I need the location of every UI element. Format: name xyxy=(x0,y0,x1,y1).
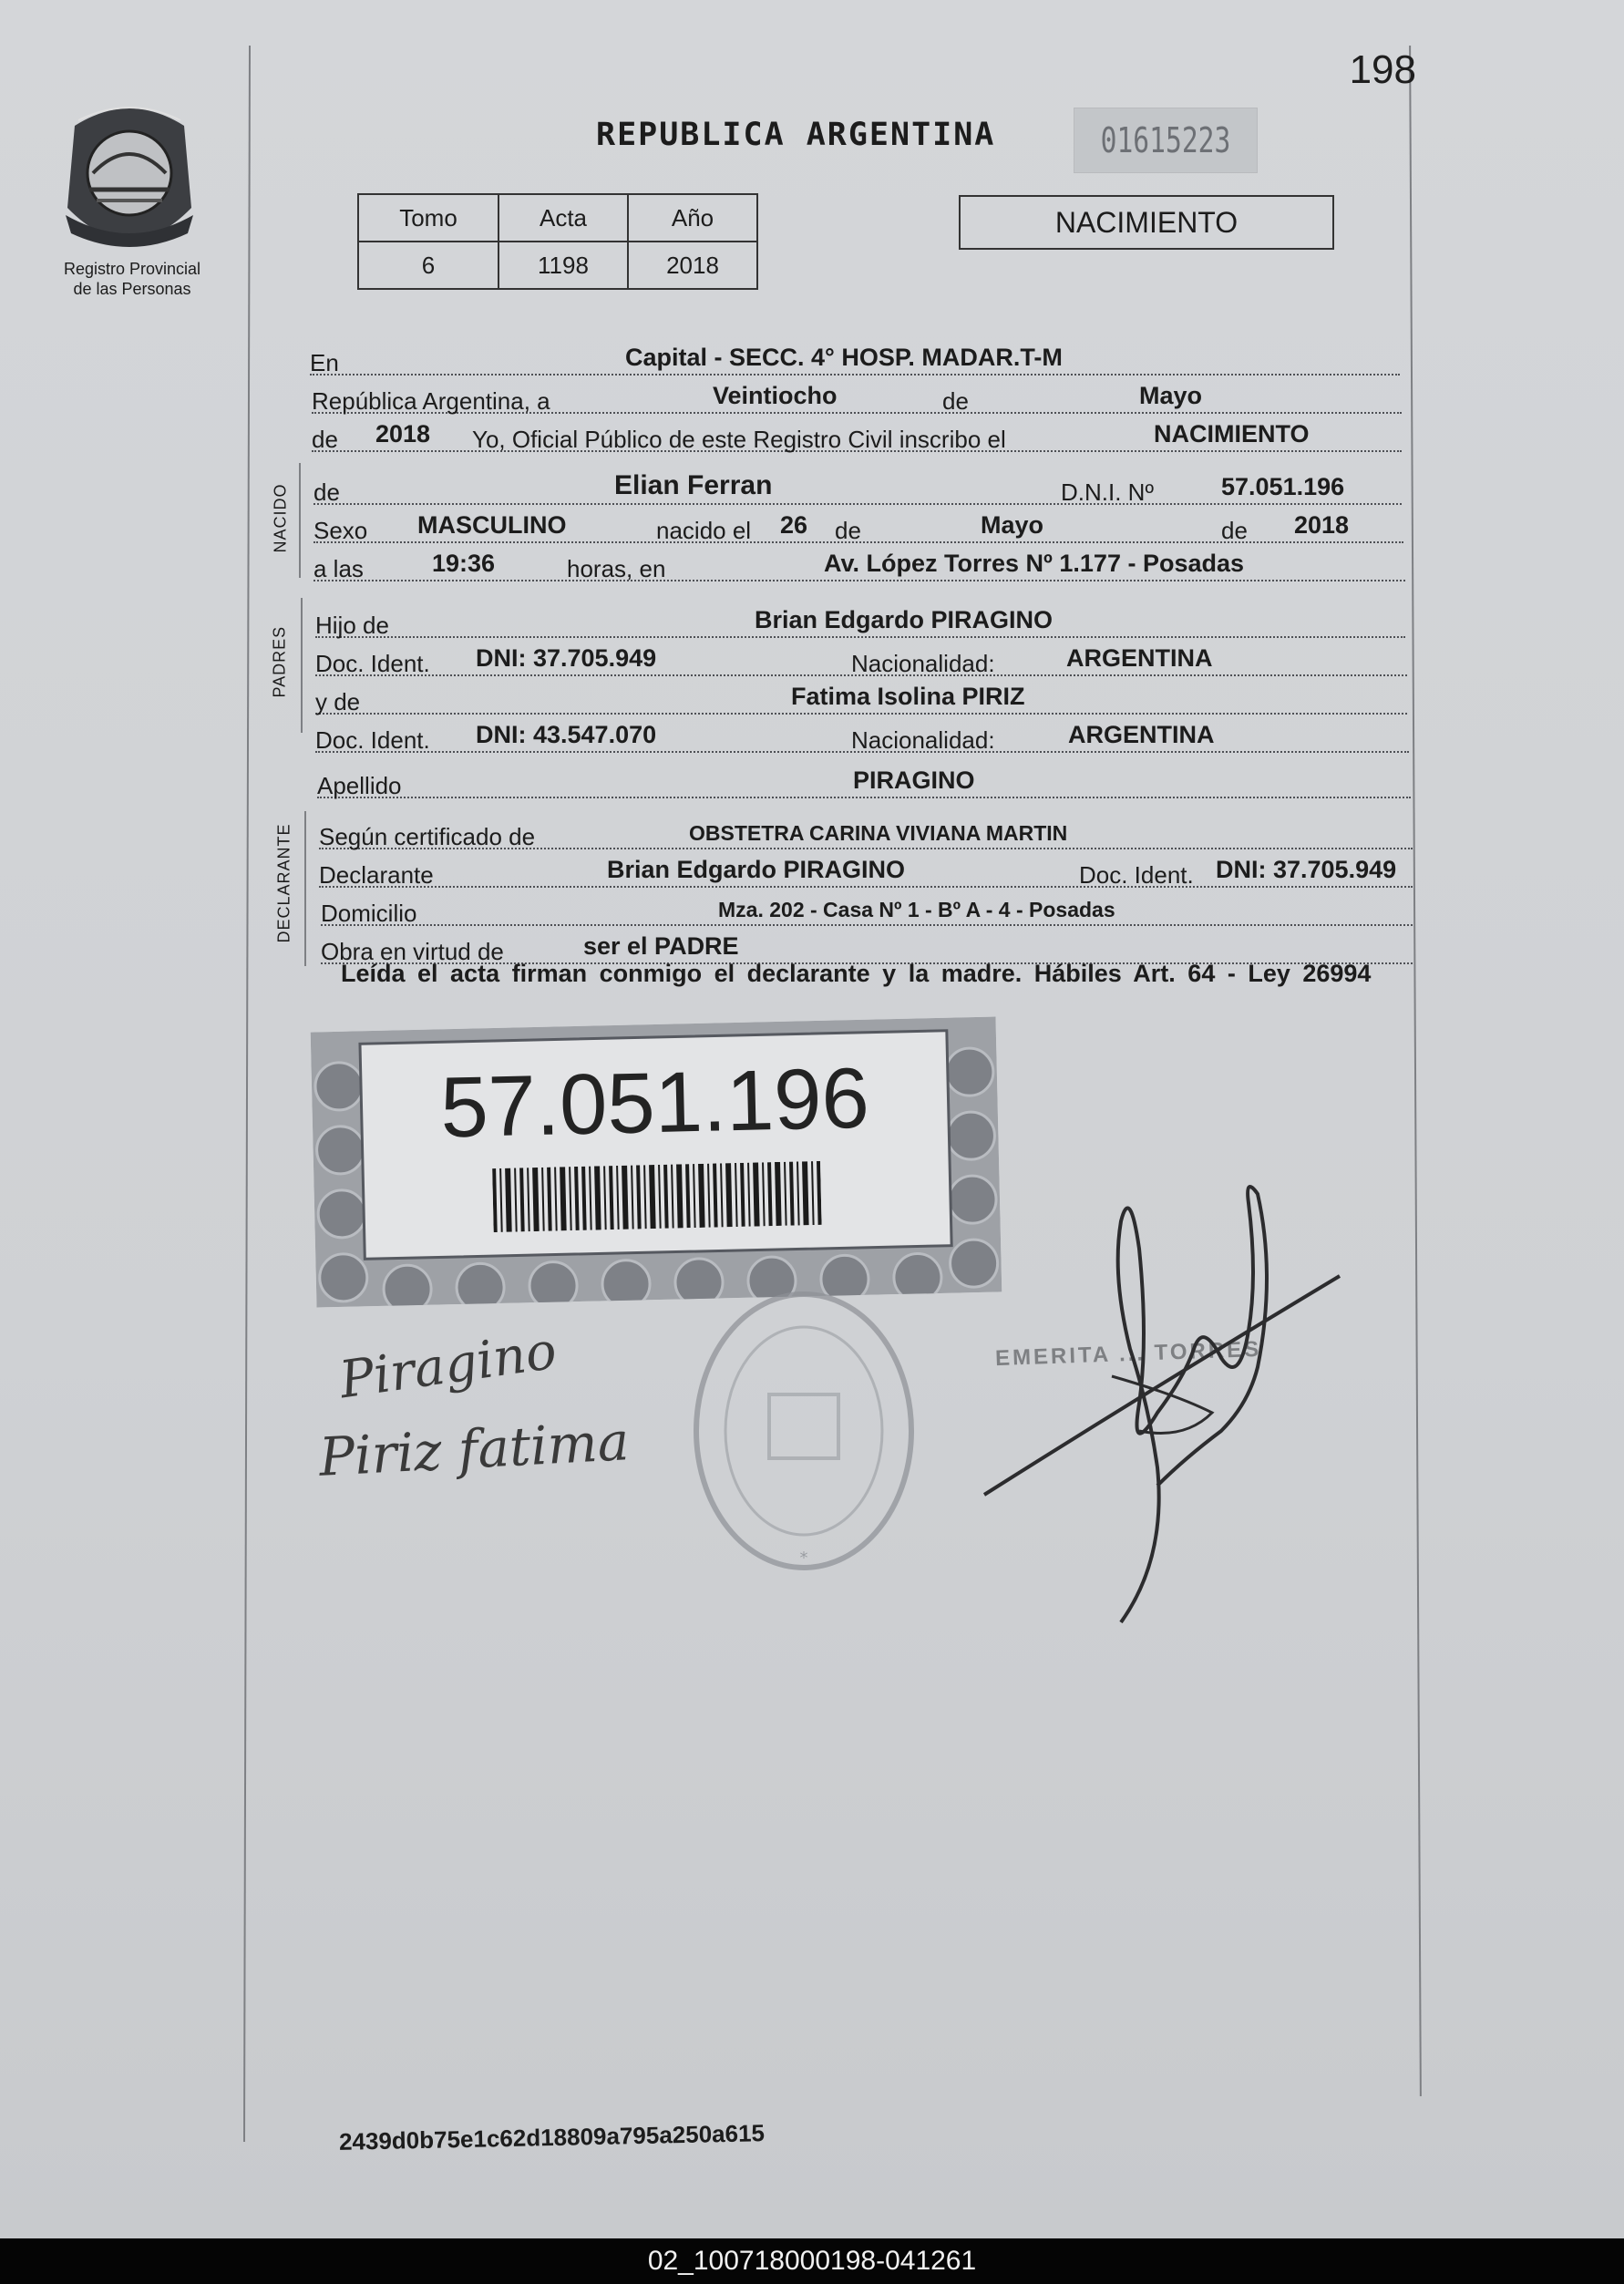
value-tomo: 6 xyxy=(358,242,499,289)
father-nationality: ARGENTINA xyxy=(1066,644,1213,672)
mother-doc: DNI: 43.547.070 xyxy=(476,721,657,748)
issuer-caption xyxy=(36,259,228,299)
father-name: Brian Edgardo PIRAGINO xyxy=(755,606,1054,633)
day-words: Veintiocho xyxy=(713,382,838,409)
mother-nationality: ARGENTINA xyxy=(1068,721,1215,748)
record-type-box: NACIMIENTO xyxy=(959,195,1334,250)
line-father xyxy=(315,594,1405,638)
line-domicile xyxy=(321,882,1413,926)
officer-text: Yo, Oficial Público de este Registro Civil inscribo el xyxy=(472,426,1006,453)
registry-table-header xyxy=(358,194,757,242)
a-las-label: a las xyxy=(313,555,364,582)
line-surname xyxy=(317,755,1411,798)
issuer-line-2: de las Personas xyxy=(73,280,191,298)
surname-value: PIRAGINO xyxy=(853,766,975,794)
nacido-section-label: NACIDO xyxy=(271,483,290,553)
line-place xyxy=(310,332,1400,376)
declarante-bracket xyxy=(304,811,306,966)
line-time xyxy=(313,538,1405,581)
header-acta: Acta xyxy=(499,194,628,242)
padres-section-label: PADRES xyxy=(270,625,289,698)
official-name-stamp: EMERITA ... TORRES xyxy=(994,1336,1262,1372)
country-title: REPUBLICA ARGENTINA xyxy=(596,117,996,153)
child-dni: 57.051.196 xyxy=(1221,473,1345,500)
right-margin-line xyxy=(1409,46,1422,2096)
birth-year: 2018 xyxy=(1294,511,1350,539)
domicilio-label: Domicilio xyxy=(321,900,417,927)
mother-name: Fatima Isolina PIRIZ xyxy=(791,683,1025,710)
declarant-doc-label: Doc. Ident. xyxy=(1079,861,1194,889)
declarant-doc: DNI: 37.705.949 xyxy=(1216,856,1397,883)
certificate-value: OBSTETRA CARINA VIVIANA MARTIN xyxy=(689,821,1068,845)
mother-doc-label: Doc. Ident. xyxy=(315,726,430,754)
republica-label: República Argentina, a xyxy=(312,387,550,415)
birth-month: Mayo xyxy=(981,511,1044,539)
cert-label: Según certificado de xyxy=(319,823,536,850)
domicile-value: Mza. 202 - Casa Nº 1 - Bº A - 4 - Posadas xyxy=(718,898,1115,921)
place-value: Capital - SECC. 4° HOSP. MADAR.T-M xyxy=(625,344,1063,371)
child-name: Elian Ferran xyxy=(614,470,773,500)
misiones-seal-logo xyxy=(57,98,202,255)
father-nat-label: Nacionalidad: xyxy=(851,650,995,677)
event-value: NACIMIENTO xyxy=(1154,420,1310,448)
de-year-label: de xyxy=(312,426,338,453)
header-tomo: Tomo xyxy=(358,194,499,242)
nacido-bracket xyxy=(299,463,301,578)
de-label: de xyxy=(942,387,969,415)
left-margin-line xyxy=(243,46,251,2142)
apellido-label: Apellido xyxy=(317,772,402,799)
line-certificate xyxy=(319,806,1413,849)
declarante-label: Declarante xyxy=(319,861,434,889)
mother-signature: Piriz fatima xyxy=(317,1410,631,1488)
sexo-label: Sexo xyxy=(313,517,368,544)
year-value: 2018 xyxy=(375,420,431,448)
dni-barcode xyxy=(492,1161,821,1232)
month-value: Mayo xyxy=(1139,382,1203,409)
footer-document-id: 02_100718000198-041261 xyxy=(0,2238,1624,2284)
dni-label: D.N.I. Nº xyxy=(1061,478,1154,506)
capacity-value: ser el PADRE xyxy=(583,932,739,960)
mother-nat-label: Nacionalidad: xyxy=(851,726,995,754)
birth-time: 19:36 xyxy=(432,550,496,577)
line-name xyxy=(313,461,1402,505)
registry-stamp xyxy=(685,1285,922,1586)
dni-sticker xyxy=(311,1017,1002,1308)
line-mother xyxy=(315,671,1407,715)
registry-table-values xyxy=(358,242,757,289)
father-signature: Piragino xyxy=(335,1321,560,1411)
closing-statement: Leída el acta firman conmigo el declarante y la madre. Hábiles Art. 64 - Ley 26994 xyxy=(341,960,1372,987)
issuer-line-1: Registro Provincial xyxy=(63,260,201,278)
official-signature xyxy=(975,1167,1358,1659)
line-sex xyxy=(313,499,1403,543)
y-de-label: y de xyxy=(315,688,361,715)
sex-value: MASCULINO xyxy=(417,511,567,539)
svg-text:*: * xyxy=(799,1548,808,1568)
padres-bracket xyxy=(301,598,303,733)
declarante-section-label: DECLARANTE xyxy=(274,823,293,943)
hijo-label: Hijo de xyxy=(315,612,389,639)
document-hash: 2439d0b75e1c62d18809a795a250a615 xyxy=(338,2119,766,2155)
de-name-label: de xyxy=(313,478,340,506)
header-ano: Año xyxy=(628,194,757,242)
birth-day: 26 xyxy=(780,511,808,539)
page-number: 198 xyxy=(1349,47,1416,92)
value-acta: 1198 xyxy=(499,242,628,289)
birth-address: Av. López Torres Nº 1.177 - Posadas xyxy=(824,550,1245,577)
de-month-label: de xyxy=(835,517,861,544)
value-ano: 2018 xyxy=(628,242,757,289)
declarant-name: Brian Edgardo PIRAGINO xyxy=(607,856,906,883)
en-label: En xyxy=(310,349,339,376)
father-doc-label: Doc. Ident. xyxy=(315,650,430,677)
serial-number-stamp xyxy=(1074,108,1258,173)
line-mother-doc xyxy=(315,709,1409,753)
line-father-doc xyxy=(315,633,1407,676)
horas-label: horas, en xyxy=(567,555,666,582)
de-year-label-2: de xyxy=(1221,517,1248,544)
line-date xyxy=(312,370,1402,414)
registry-table xyxy=(357,193,758,290)
father-doc: DNI: 37.705.949 xyxy=(476,644,657,672)
dni-sticker-number: 57.051.196 xyxy=(439,1049,870,1156)
line-declarant xyxy=(319,844,1413,888)
line-year xyxy=(312,408,1402,452)
nacido-label: nacido el xyxy=(656,517,752,544)
obra-label: Obra en virtud de xyxy=(321,938,504,965)
serial-number: 01615223 xyxy=(1100,120,1231,160)
